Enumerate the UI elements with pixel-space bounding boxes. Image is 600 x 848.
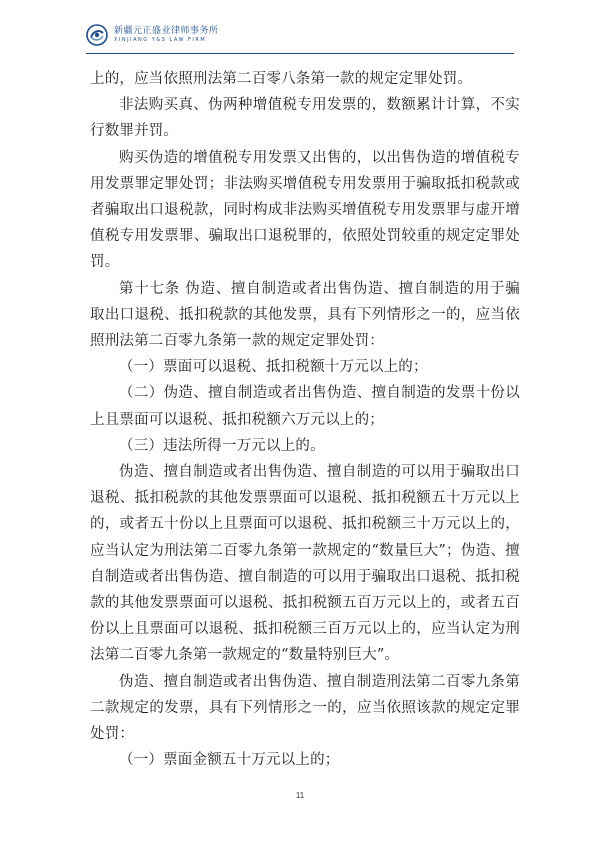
firm-name bbox=[114, 27, 219, 43]
paragraph: （二）伪造、擅自制造或者出售伪造、擅自制造的发票十份以上且票面可以退税、抵扣税额六万元以上的； bbox=[90, 385, 520, 428]
firm-name-cn: 新疆元正盛业律师事务所 bbox=[114, 26, 219, 36]
paragraph: 第十七条 伪造、擅自制造或者出售伪造、擅自制造的用于骗取出口退税、抵扣税款的其他发票，具有下列情形之一的，应当依照刑法第二百零九条第一款的规定定罪处罚： bbox=[90, 280, 520, 350]
header-divider bbox=[86, 53, 514, 54]
paragraph: （三）违法所得一万元以上的。 bbox=[119, 437, 325, 454]
paragraph: 伪造、擅自制造或者出售伪造、擅自制造刑法第二百零九条第二款规定的发票，具有下列情形之一的，应当依照该款的规定定罪处罚： bbox=[90, 673, 520, 743]
firm-name-en: XINJIANG Y&S LAW FIRM bbox=[114, 37, 207, 43]
paragraph: （一）票面金额五十万元以上的； bbox=[119, 752, 340, 769]
paragraph: 非法购买真、伪两种增值税专用发票的，数额累计计算，不实行数罪并罚。 bbox=[90, 97, 520, 140]
paragraph: （一）票面可以退税、抵扣税额十万元以上的； bbox=[119, 359, 428, 376]
page-number: 11 bbox=[295, 791, 305, 800]
document-header bbox=[86, 20, 219, 50]
paragraph: 伪造、擅自制造或者出售伪造、擅自制造的可以用于骗取出口退税、抵扣税款的其他发票票面可以退税、抵扣税额五十万元以上的，或者五十份以上且票面可以退税、抵扣税额三十万元以上的，应当认定为刑法第二百零九条第一款规定的“数量巨大”；伪造、擅自制造或者出售伪造、擅自制造的可以用于骗取出口退税、抵扣税款的其他发票票面可以退税、抵扣税额五百万元以上的，或者五百份以上且票面可以退税、抵扣税额三百万元以上的，应当认定为刑法第二百零九条第一款规定的“数量特别巨大”。 bbox=[90, 464, 520, 664]
firm-logo-icon bbox=[86, 24, 108, 46]
paragraph: 购买伪造的增值税专用发票又出售的，以出售伪造的增值税专用发票罪定罪处罚；非法购买增值税专用发票用于骗取抵扣税款或者骗取出口退税款，同时构成非法购买增值税专用发票罪与虚开增值税专用发票罪、骗取出口退税罪的，依照处罚较重的规定定罪处罚。 bbox=[90, 149, 520, 271]
document-body bbox=[90, 66, 520, 773]
paragraph: 上的，应当依照刑法第二百零八条第一款的规定定罪处罚。 bbox=[90, 71, 473, 87]
